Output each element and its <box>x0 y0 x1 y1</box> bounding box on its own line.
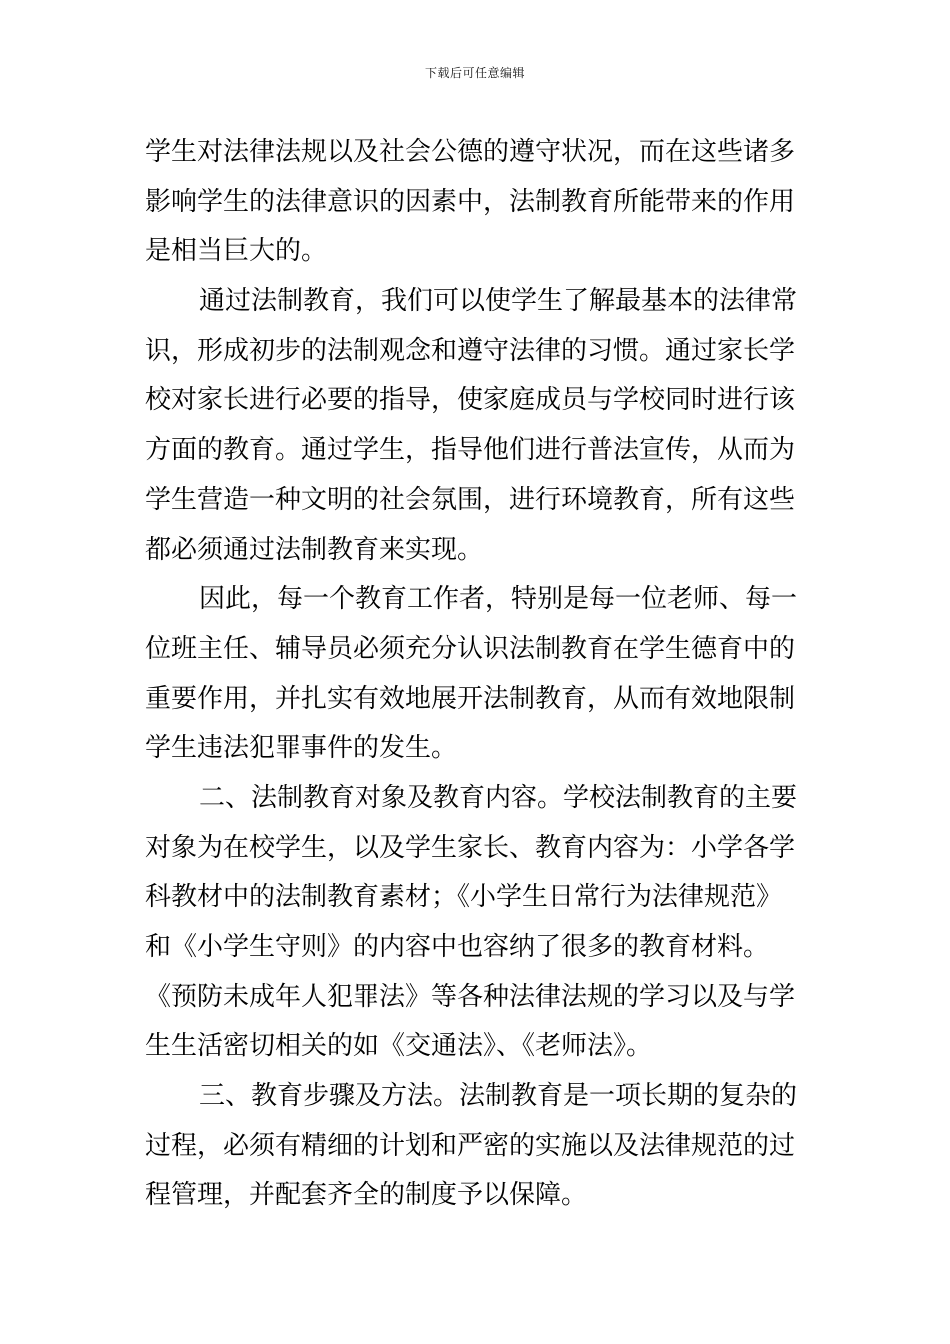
text-line: 都必须通过法制教育来实现。 <box>145 534 484 565</box>
text-line: 三、教育步骤及方法。法制教育是一项长期的复杂的 <box>199 1081 798 1112</box>
text-line: 通过法制教育，我们可以使学生了解最基本的法律常 <box>199 286 798 317</box>
text-line: 学生对法律法规以及社会公德的遵守状况，而在这些诸多 <box>145 137 796 167</box>
text-line: 识，形成初步的法制观念和遵守法律的习惯。通过家长学 <box>145 335 796 366</box>
text-line: 位班主任、辅导员必须充分认识法制教育在学生德育中的 <box>145 633 796 664</box>
text-line: 影响学生的法律意识的因素中，法制教育所能带来的作用 <box>145 186 796 217</box>
text-line: 学生营造一种文明的社会氛围，进行环境教育，所有这些 <box>145 484 796 515</box>
paragraph-continuation <box>145 128 807 277</box>
text-line: 校对家长进行必要的指导，使家庭成员与学校同时进行该 <box>145 385 796 416</box>
text-line: 重要作用，并扎实有效地展开法制教育，从而有效地限制 <box>145 683 796 714</box>
paragraph-educator-responsibility <box>145 575 807 774</box>
text-line: 对象为在校学生，以及学生家长、教育内容为：小学各学 <box>145 832 796 863</box>
paragraph-section-three <box>145 1072 807 1221</box>
page-header: 下载后可任意编辑 <box>424 66 525 80</box>
text-line: 方面的教育。通过学生，指导他们进行普法宣传，从而为 <box>145 435 796 466</box>
text-line: 是相当巨大的。 <box>145 236 328 267</box>
text-line: 《预防未成年人犯罪法》等各种法律法规的学习以及与学 <box>145 981 796 1012</box>
paragraph-section-two <box>145 774 807 1072</box>
text-line: 过程，必须有精细的计划和严密的实施以及法律规范的过 <box>145 1130 796 1161</box>
text-line: 和《小学生守则》的内容中也容纳了很多的教育材料。 <box>145 932 770 962</box>
paragraph-legal-education-benefits <box>145 277 807 575</box>
text-line: 二、法制教育对象及教育内容。学校法制教育的主要 <box>199 782 798 813</box>
text-line: 因此，每一个教育工作者，特别是每一位老师、每一 <box>199 584 798 615</box>
text-line: 学生违法犯罪事件的发生。 <box>145 733 458 764</box>
text-line: 程管理，并配套齐全的制度予以保障。 <box>145 1180 588 1211</box>
text-line: 科教材中的法制教育素材；《小学生日常行为法律规范》 <box>145 882 783 913</box>
document-body <box>145 128 807 1221</box>
text-line: 生生活密切相关的如《交通法》、《老师法》。 <box>145 1031 653 1062</box>
